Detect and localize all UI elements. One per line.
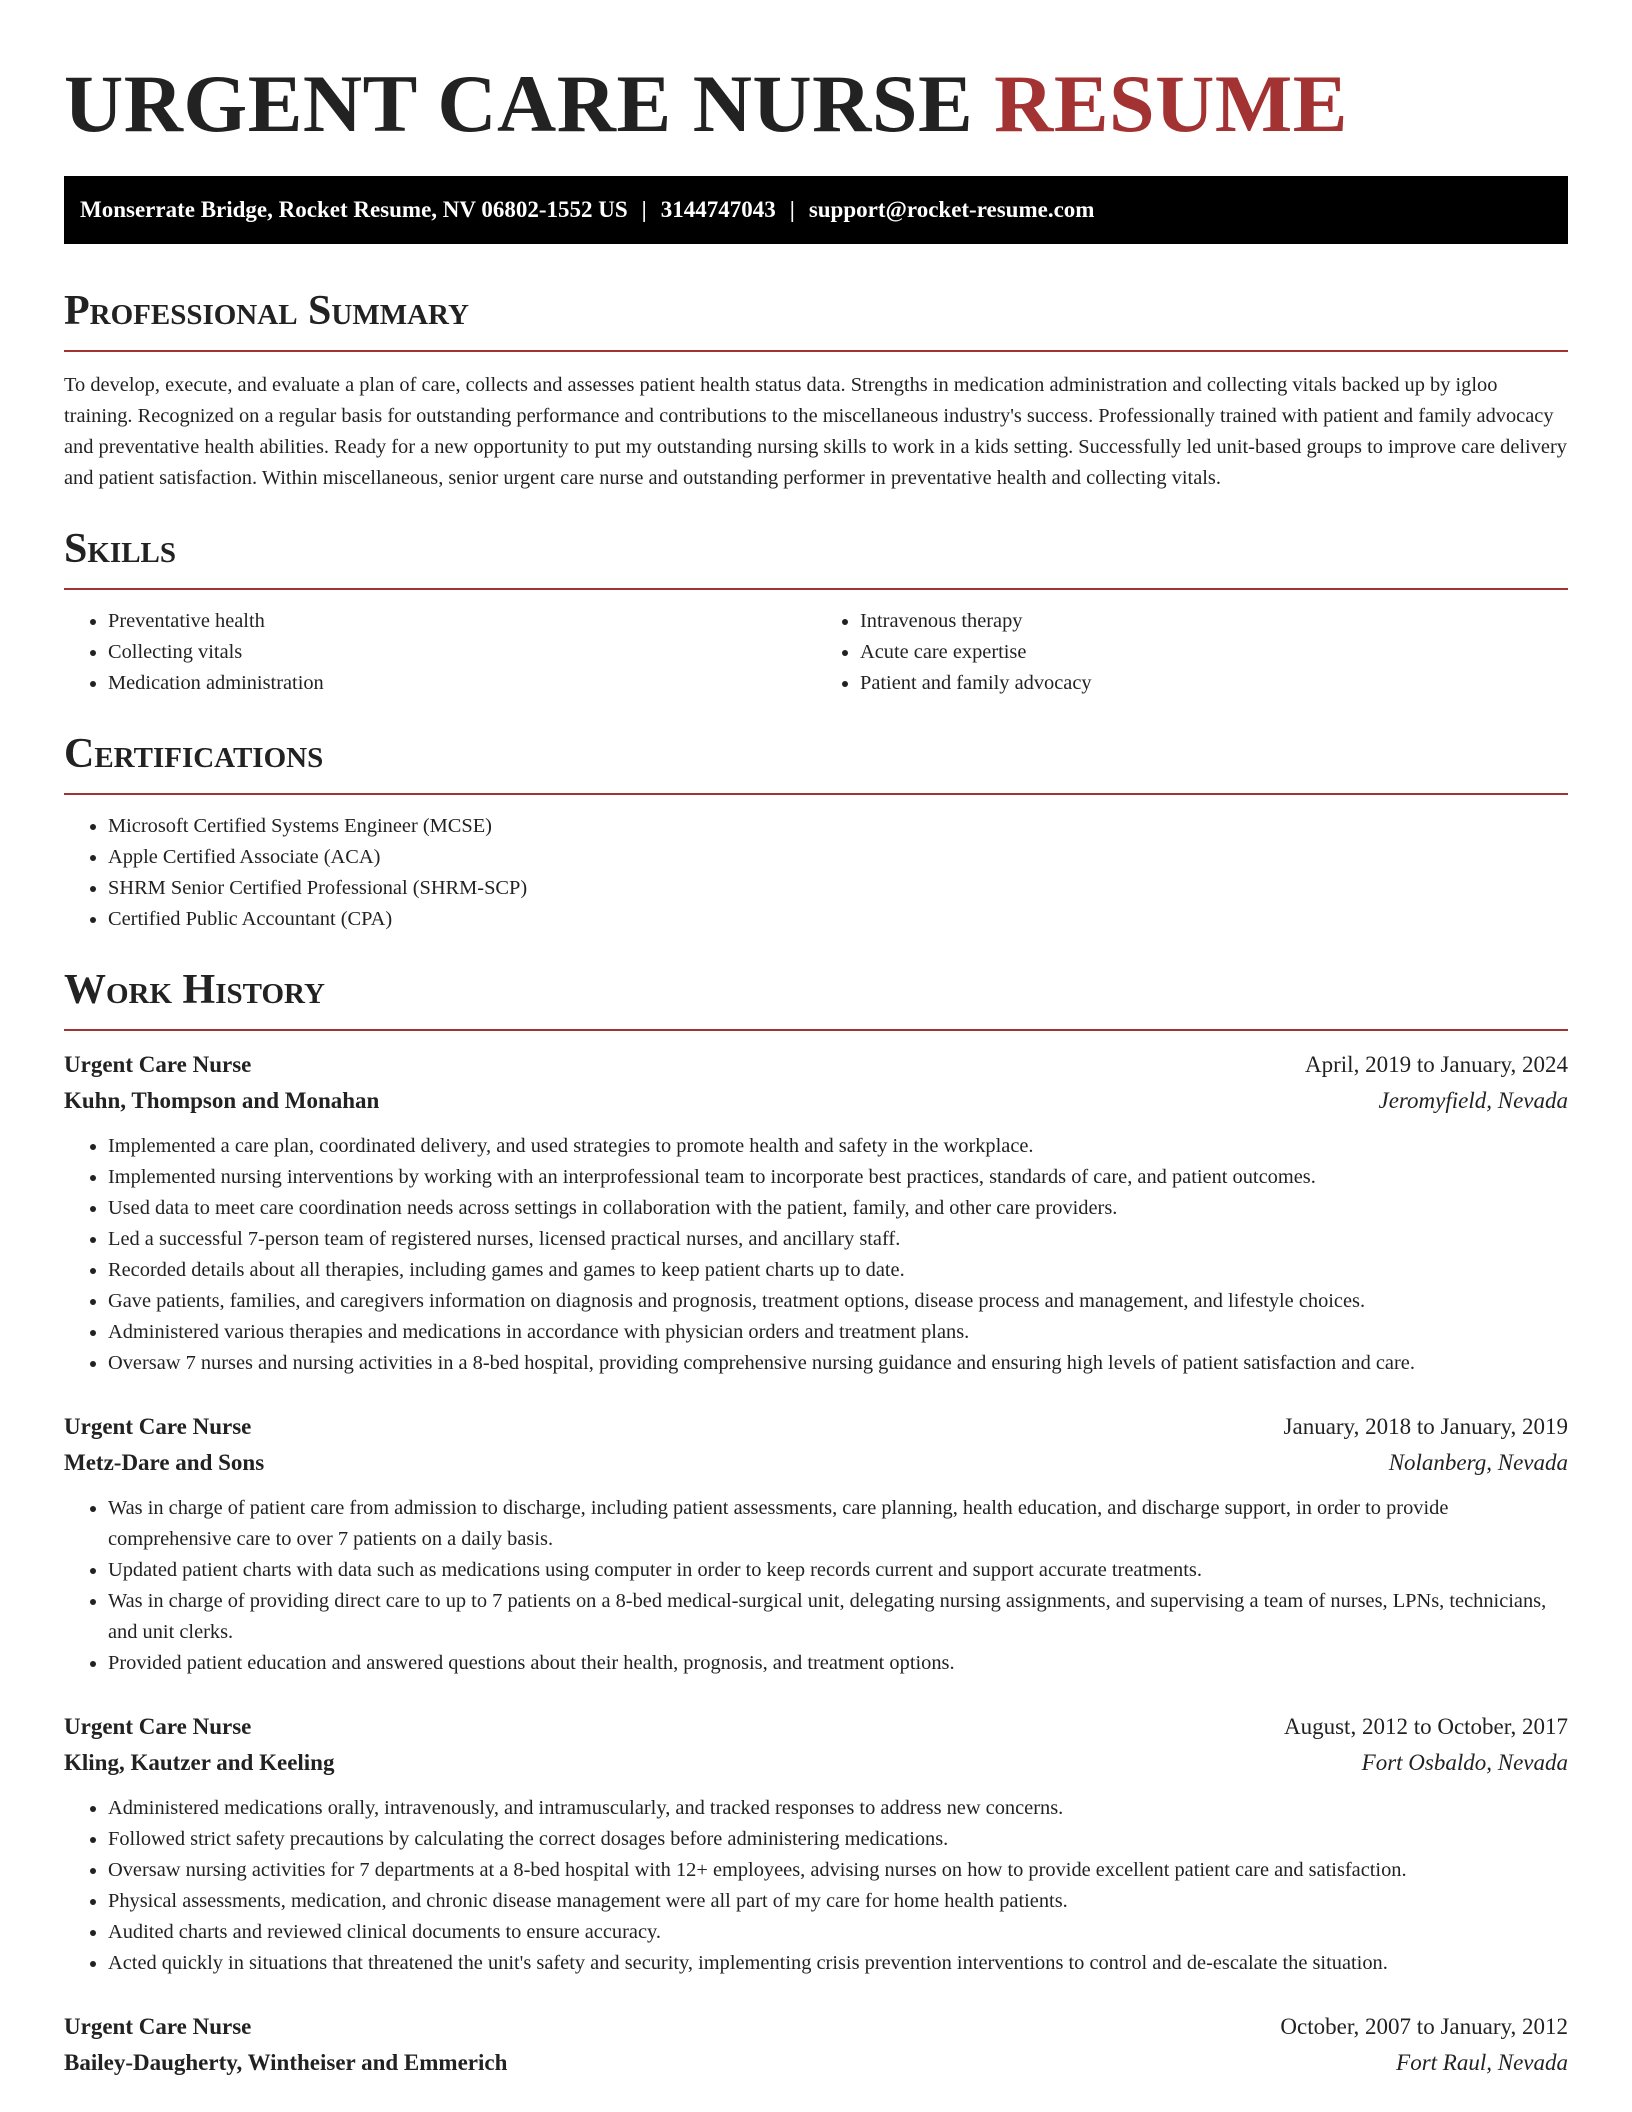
job-bullet: • Provided patient education and answered questions about their health, prognosis, and treatment options.	[108, 1648, 1568, 1679]
resume-title	[64, 0, 1568, 150]
job-company: Metz-Dare and Sons	[64, 1450, 265, 1475]
title-main: URGENT CARE NURSE	[64, 58, 995, 149]
job-dates: August, 2012 to October, 2017	[1284, 1714, 1568, 1739]
job-bullet: • Acted quickly in situations that threatened the unit's safety and security, implementing crisis prevention interventions to control and de-escalate the situation.	[108, 1948, 1568, 1979]
job-entry	[64, 1709, 1568, 1979]
job-bullet: • Was in charge of providing direct care to up to 7 patients on a 8-bed medical-surgical unit, delegating nursing assignments, and supervising a team of nurses, LPNs, technicians, and unit clerks.	[108, 1586, 1568, 1648]
skill-item: • Patient and family advocacy	[860, 668, 1568, 699]
work-history-section	[64, 965, 1568, 2081]
section-divider	[64, 350, 1568, 352]
job-header-row	[64, 1409, 1568, 1445]
job-entry	[64, 2009, 1568, 2081]
job-bullet-list	[64, 1793, 1568, 1979]
work-history-heading: Work History	[64, 967, 325, 1013]
job-entry	[64, 1047, 1568, 1379]
skills-heading: Skills	[64, 526, 177, 572]
job-location: Nolanberg, Nevada	[1388, 1450, 1568, 1475]
certifications-heading: Certifications	[64, 731, 324, 777]
job-entry	[64, 1409, 1568, 1679]
job-bullet: • Audited charts and reviewed clinical documents to ensure accuracy.	[108, 1917, 1568, 1948]
job-bullet: • Followed strict safety precautions by calculating the correct dosages before administering medications.	[108, 1824, 1568, 1855]
skill-item: • Acute care expertise	[860, 637, 1568, 668]
section-divider	[64, 793, 1568, 795]
job-location: Jeromyfield, Nevada	[1378, 1088, 1568, 1113]
certifications-section	[64, 729, 1568, 935]
section-divider	[64, 588, 1568, 590]
job-company: Kuhn, Thompson and Monahan	[64, 1088, 380, 1113]
job-bullet: • Oversaw nursing activities for 7 departments at a 8-bed hospital with 12+ employees, advising nurses on how to provide excellent patient care and satisfaction.	[108, 1855, 1568, 1886]
section-divider	[64, 1029, 1568, 1031]
skill-item: • Intravenous therapy	[860, 606, 1568, 637]
certification-item: • Apple Certified Associate (ACA)	[108, 842, 1568, 873]
certification-item: • SHRM Senior Certified Professional (SHRM-SCP)	[108, 873, 1568, 904]
job-company: Kling, Kautzer and Keeling	[64, 1750, 335, 1775]
certifications-list	[64, 811, 1568, 935]
contact-separator: |	[789, 197, 795, 222]
job-header-row	[64, 2009, 1568, 2045]
job-bullet-list	[64, 1493, 1568, 1679]
skills-section	[64, 524, 1568, 699]
job-company-row	[64, 2045, 1568, 2081]
job-title: Urgent Care Nurse	[64, 2014, 252, 2039]
job-dates: April, 2019 to January, 2024	[1305, 1052, 1568, 1077]
job-bullet: • Used data to meet care coordination needs across settings in collaboration with the patient, family, and other care providers.	[108, 1193, 1568, 1224]
job-company-row	[64, 1745, 1568, 1781]
job-bullet: • Administered medications orally, intravenously, and intramuscularly, and tracked responses to address new concerns.	[108, 1793, 1568, 1824]
job-bullet: • Was in charge of patient care from admission to discharge, including patient assessments, care planning, health education, and discharge support, in order to provide comprehensive care to over 7 patients on a daily basis.	[108, 1493, 1568, 1555]
skills-list-left	[64, 606, 816, 699]
job-title: Urgent Care Nurse	[64, 1414, 252, 1439]
job-company-row	[64, 1083, 1568, 1119]
skill-item: • Medication administration	[108, 668, 816, 699]
skills-columns	[64, 606, 1568, 699]
job-bullet-list	[64, 1131, 1568, 1379]
title-accent: RESUME	[994, 58, 1348, 149]
job-bullet: • Recorded details about all therapies, including games and games to keep patient charts up to date.	[108, 1255, 1568, 1286]
certification-item: • Certified Public Accountant (CPA)	[108, 904, 1568, 935]
job-bullet: • Implemented nursing interventions by working with an interprofessional team to incorporate best practices, standards of care, and patient outcomes.	[108, 1162, 1568, 1193]
job-title: Urgent Care Nurse	[64, 1714, 252, 1739]
job-header-row	[64, 1047, 1568, 1083]
job-dates: October, 2007 to January, 2012	[1280, 2014, 1568, 2039]
job-bullet: • Implemented a care plan, coordinated delivery, and used strategies to promote health and safety in the workplace.	[108, 1131, 1568, 1162]
job-bullet: • Physical assessments, medication, and chronic disease management were all part of my care for home health patients.	[108, 1886, 1568, 1917]
job-bullet: • Gave patients, families, and caregivers information on diagnosis and prognosis, treatment options, disease process and management, and lifestyle choices.	[108, 1286, 1568, 1317]
summary-section	[64, 286, 1568, 494]
job-title: Urgent Care Nurse	[64, 1052, 252, 1077]
summary-text: To develop, execute, and evaluate a plan of care, collects and assesses patient health status data. Strengths in medication administration and collecting vitals backed up by igloo training. Recognized on a regular basis for outstanding performance and contributions to the miscellaneous industry's success. Professionally trained with patient and family advocacy and preventative health abilities. Ready for a new opportunity to put my outstanding nursing skills to work in a kids setting. Successfully led unit-based groups to improve care delivery and patient satisfaction. Within miscellaneous, senior urgent care nurse and outstanding performer in preventative health and collecting vitals.	[64, 374, 1567, 489]
job-location: Fort Osbaldo, Nevada	[1361, 1750, 1568, 1775]
job-company-row	[64, 1445, 1568, 1481]
job-bullet: • Updated patient charts with data such as medications using computer in order to keep records current and support accurate treatments.	[108, 1555, 1568, 1586]
contact-phone: 3144747043	[660, 197, 776, 222]
job-bullet: • Oversaw 7 nurses and nursing activities in a 8-bed hospital, providing comprehensive nursing guidance and ensuring high levels of patient satisfaction and care.	[108, 1348, 1568, 1379]
job-location: Fort Raul, Nevada	[1396, 2050, 1568, 2075]
skills-list-right	[816, 606, 1568, 699]
contact-address: Monserrate Bridge, Rocket Resume, NV 06802-1552 US	[80, 197, 628, 222]
skill-item: • Preventative health	[108, 606, 816, 637]
certification-item: • Microsoft Certified Systems Engineer (MCSE)	[108, 811, 1568, 842]
skill-item: • Collecting vitals	[108, 637, 816, 668]
job-bullet: • Administered various therapies and medications in accordance with physician orders and treatment plans.	[108, 1317, 1568, 1348]
contact-email: support@rocket-resume.com	[808, 197, 1095, 222]
contact-bar	[64, 176, 1568, 244]
summary-heading: Professional Summary	[64, 288, 469, 334]
contact-separator: |	[641, 197, 647, 222]
job-company: Bailey-Daugherty, Wintheiser and Emmerich	[64, 2050, 508, 2075]
job-bullet: • Led a successful 7-person team of registered nurses, licensed practical nurses, and ancillary staff.	[108, 1224, 1568, 1255]
job-header-row	[64, 1709, 1568, 1745]
job-dates: January, 2018 to January, 2019	[1283, 1414, 1568, 1439]
